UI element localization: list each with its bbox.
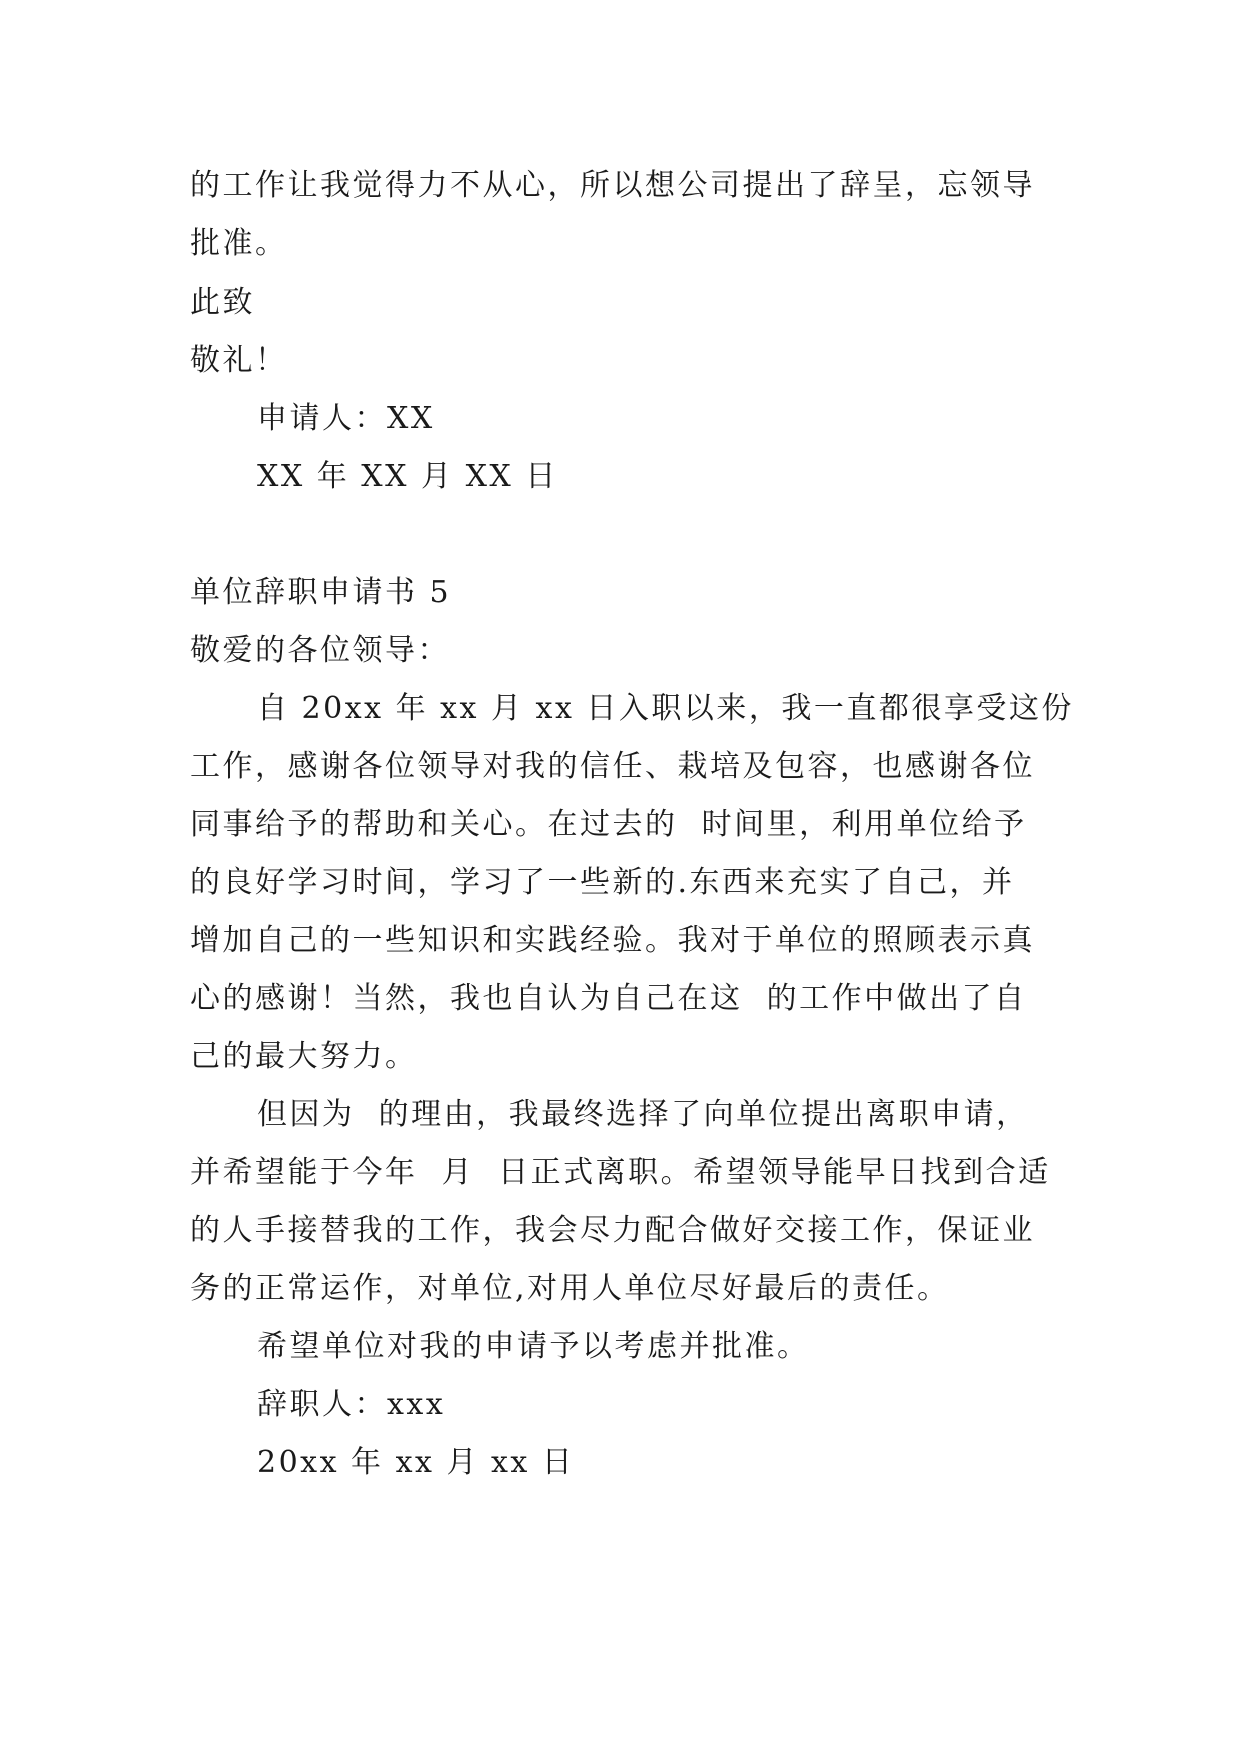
paragraph-line: 希望单位对我的申请予以考虑并批准。 xyxy=(257,1329,810,1364)
paragraph-line: 心的感谢！当然，我也自认为自己在这 的工作中做出了自 xyxy=(190,981,1027,1016)
applicant-line: 申请人：XX xyxy=(257,401,435,436)
body-line: 批准。 xyxy=(190,226,288,261)
paragraph-line: 的人手接替我的工作，我会尽力配合做好交接工作，保证业 xyxy=(190,1213,1035,1248)
paragraph-line: 工作，感谢各位领导对我的信任、栽培及包容，也感谢各位 xyxy=(190,749,1035,784)
signer-line: 辞职人：xxx xyxy=(257,1387,446,1422)
closing-line: 敬礼！ xyxy=(190,343,288,378)
paragraph-line: 的良好学习时间，学习了一些新的.东西来充实了自己，并 xyxy=(190,865,1015,900)
paragraph-line: 但因为 的理由，我最终选择了向单位提出离职申请， xyxy=(257,1097,1029,1132)
salutation: 敬爱的各位领导： xyxy=(190,633,450,668)
paragraph-line: 同事给予的帮助和关心。在过去的 时间里，利用单位给予 xyxy=(190,807,1027,842)
body-line: 的工作让我觉得力不从心，所以想公司提出了辞呈，忘领导 xyxy=(190,168,1035,203)
paragraph-line: 自 20xx 年 xx 月 xx 日入职以来，我一直都很享受这份 xyxy=(257,691,1074,726)
paragraph-line: 务的正常运作，对单位,对用人单位尽好最后的责任。 xyxy=(190,1271,950,1306)
date-line: XX 年 XX 月 XX 日 xyxy=(257,459,558,494)
date-line: 20xx 年 xx 月 xx 日 xyxy=(257,1445,575,1480)
section-title: 单位辞职申请书 5 xyxy=(190,575,452,610)
paragraph-line: 己的最大努力。 xyxy=(190,1039,418,1074)
paragraph-line: 并希望能于今年 月 日正式离职。希望领导能早日找到合适 xyxy=(190,1155,1051,1190)
paragraph-line: 增加自己的一些知识和实践经验。我对于单位的照顾表示真 xyxy=(190,923,1035,958)
closing-line: 此致 xyxy=(190,285,255,320)
